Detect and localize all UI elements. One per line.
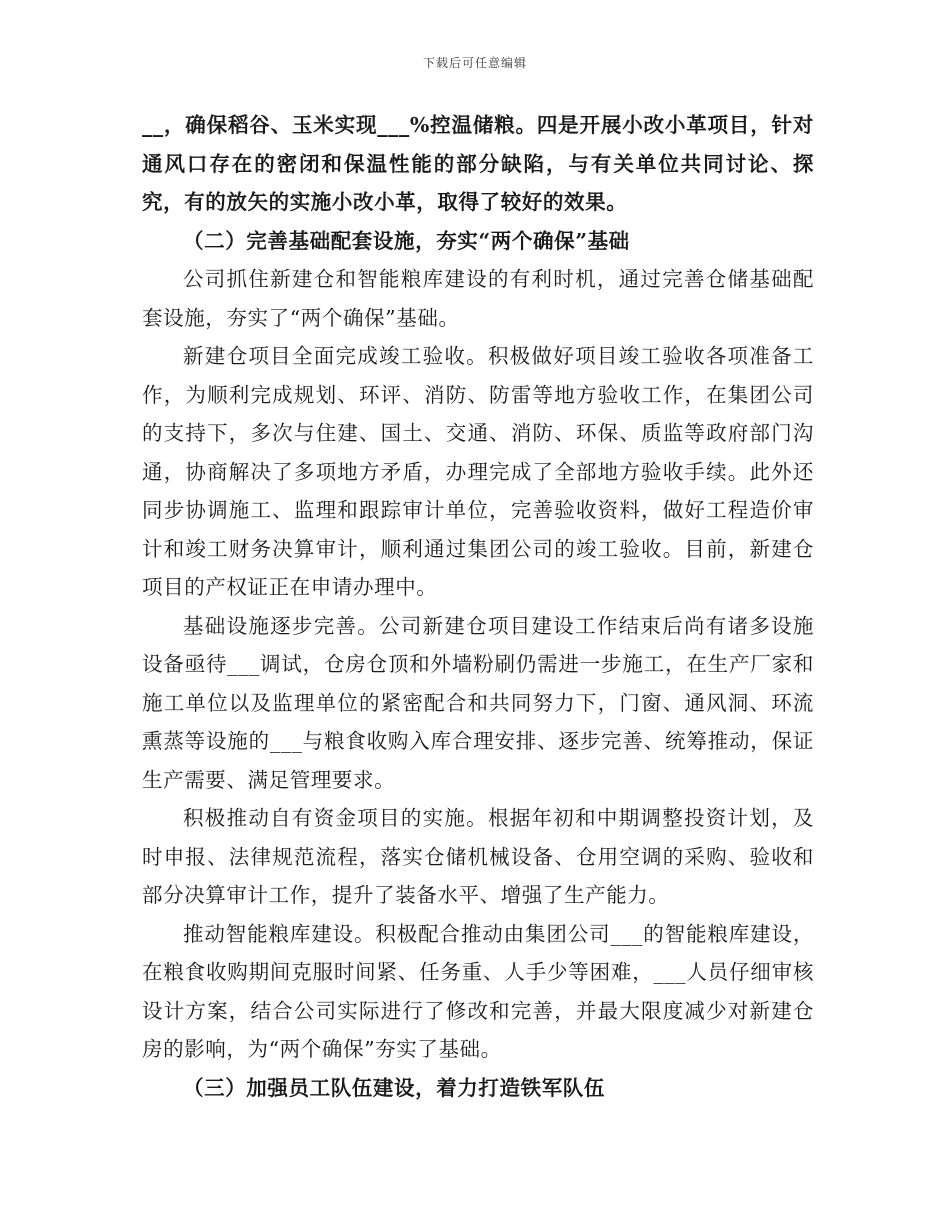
paragraph-smart-granary: 推动智能粮库建设。积极配合推动由集团公司___的智能粮库建设，在粮食收购期间克服时间紧、任务重、人手少等困难，___人员仔细审核设计方案，结合公司实际进行了修改和完善，并最大限度减少对新建仓房的影响，为“两个确保”夯实了基础。 <box>142 921 814 1061</box>
paragraph-continuation: __，确保稻谷、玉米实现___%控温储粮。四是开展小改小革项目，针对通风口存在的密闭和保温性能的部分缺陷，与有关单位共同讨论、探究，有的放矢的实施小改小革，取得了较好的效果。 <box>142 113 814 214</box>
paragraph-own-funds: 积极推动自有资金项目的实施。根据年初和中期调整投资计划，及时申报、法律规范流程，落实仓储机械设备、仓用空调的采购、验收和部分决算审计工作，提升了装备水平、增强了生产能力。 <box>142 806 814 907</box>
section-heading-2: （二）完善基础配套设施，夯实“两个确保”基础 <box>183 228 630 253</box>
page-header-note: 下载后可任意编辑 <box>422 56 527 70</box>
section-heading-3: （三）加强员工队伍建设，着力打造铁军队伍 <box>183 1075 605 1100</box>
document-body <box>142 106 814 1107</box>
paragraph-infrastructure: 基础设施逐步完善。公司新建仓项目建设工作结束后尚有诸多设施设备亟待___调试，仓房仓顶和外墙粉刷仍需进一步施工，在生产厂家和施工单位以及监理单位的紧密配合和共同努力下，门窗、通风洞、环流熏蒸等设施的___与粮食收购入库合理安排、逐步完善、统筹推动，保证生产需要、满足管理要求。 <box>142 613 814 792</box>
paragraph-intro: 公司抓住新建仓和智能粮库建设的有利时机，通过完善仓储基础配套设施，夯实了“两个确保”基础。 <box>142 267 814 330</box>
paragraph-acceptance: 新建仓项目全面完成竣工验收。积极做好项目竣工验收各项准备工作，为顺利完成规划、环评、消防、防雷等地方验收工作，在集团公司的支持下，多次与住建、国土、交通、消防、环保、质监等政府部门沟通，协商解决了多项地方矛盾，办理完成了全部地方验收手续。此外还同步协调施工、监理和跟踪审计单位，完善验收资料，做好工程造价审计和竣工财务决算审计，顺利通过集团公司的竣工验收。目前，新建仓项目的产权证正在申请办理中。 <box>142 344 814 599</box>
